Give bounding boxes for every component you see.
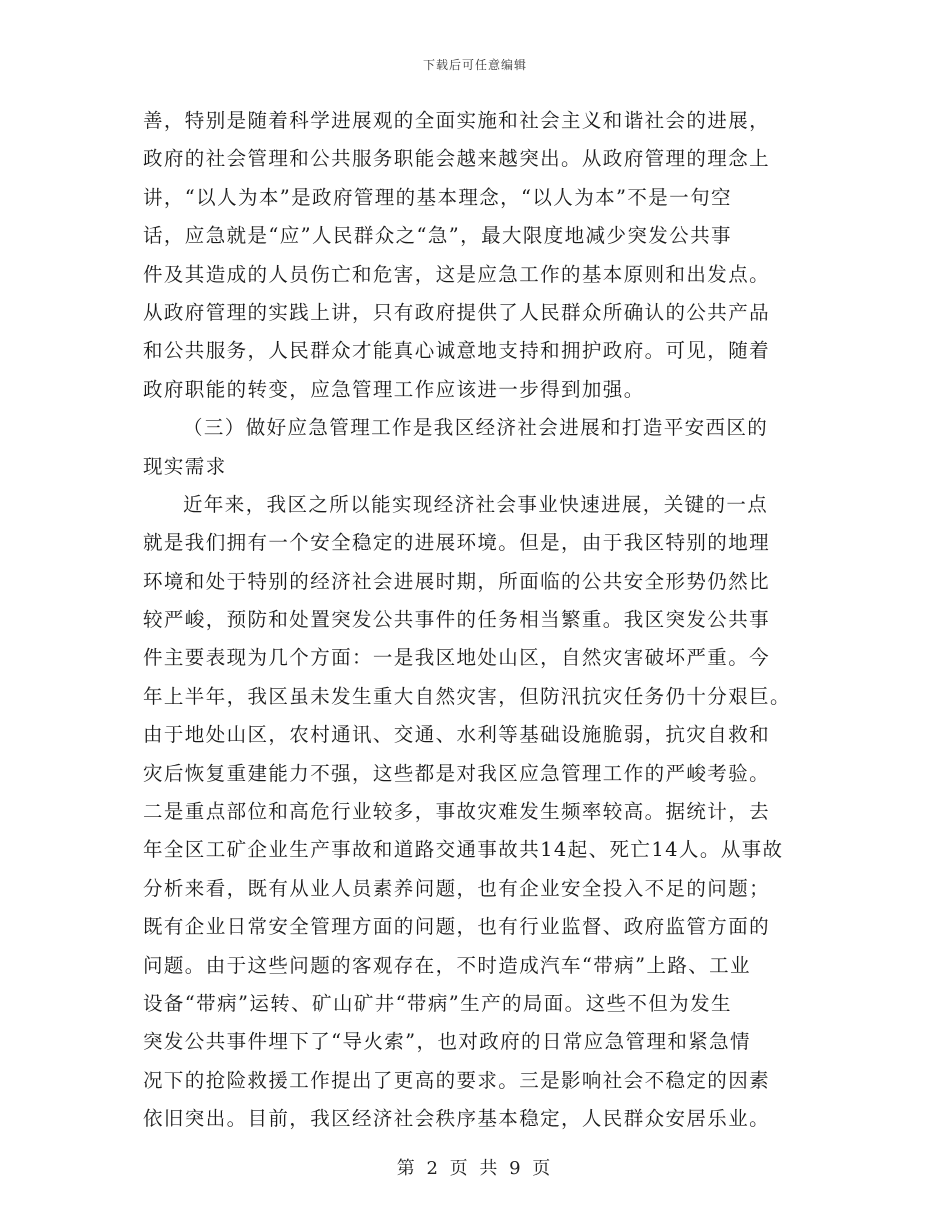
- body-line: 就是我们拥有一个安全稳定的进展环境。但是，由于我区特别的地理: [143, 531, 771, 555]
- body-line: 善，特别是随着科学进展观的全面实施和社会主义和谐社会的进展，: [143, 109, 771, 132]
- section-heading-continuation: 现实需求: [143, 454, 227, 478]
- paragraph-start-line: 近年来，我区之所以能实现经济社会事业快速进展，关键的一点: [183, 492, 769, 516]
- body-line: 问题。由于这些问题的客观存在，不时造成汽车“带病”上路、工业: [143, 953, 751, 977]
- body-line: 二是重点部位和高危行业较多，事故灾难发生频率较高。据统计，去: [143, 800, 771, 824]
- body-line: 政府职能的转变，应急管理工作应该进一步得到加强。: [143, 377, 645, 401]
- body-line: 况下的抢险救援工作提出了更高的要求。三是影响社会不稳定的因素: [143, 1068, 771, 1092]
- body-line: 既有企业日常安全管理方面的问题，也有行业监督、政府监管方面的: [143, 915, 771, 939]
- body-line: 突发公共事件埋下了“导火索”，也对政府的日常应急管理和紧急情: [143, 1030, 751, 1054]
- body-line: 从政府管理的实践上讲，只有政府提供了人民群众所确认的公共产品: [143, 300, 771, 324]
- body-line: 年全区工矿企业生产事故和道路交通事故共14起、死亡14人。从事故: [143, 838, 784, 862]
- body-line: 设备“带病”运转、矿山矿井“带病”生产的局面。这些不但为发生: [143, 991, 732, 1015]
- body-line: 分析来看，既有从业人员素养问题，也有企业安全投入不足的问题；: [143, 876, 771, 900]
- body-line: 环境和处于特别的经济社会进展时期，所面临的公共安全形势仍然比: [143, 569, 771, 593]
- body-line: 和公共服务，人民群众才能真心诚意地支持和拥护政府。可见，随着: [143, 339, 771, 363]
- body-line: 依旧突出。目前，我区经济社会秩序基本稳定，人民群众安居乐业。: [143, 1107, 771, 1131]
- body-line: 灾后恢复重建能力不强，这些都是对我区应急管理工作的严峻考验。: [143, 761, 771, 785]
- body-line: 话，应急就是“应”人民群众之“急”，最大限度地减少突发公共事: [143, 224, 732, 248]
- body-line: 讲，“以人为本”是政府管理的基本理念，“以人为本”不是一句空: [143, 185, 732, 209]
- body-line: 件主要表现为几个方面：一是我区地处山区，自然灾害破坏严重。今: [143, 646, 771, 670]
- section-heading: （三）做好应急管理工作是我区经济社会进展和打造平安西区的: [183, 416, 769, 440]
- page-number: 第 2 页 共 9 页: [396, 1158, 554, 1179]
- page-header: 下载后可任意编辑: [422, 58, 527, 72]
- body-line: 政府的社会管理和公共服务职能会越来越突出。从政府管理的理念上: [143, 147, 771, 171]
- body-line: 件及其造成的人员伤亡和危害，这是应急工作的基本原则和出发点。: [143, 262, 771, 286]
- body-line: 年上半年，我区虽未发生重大自然灾害，但防汛抗灾任务仍十分艰巨。: [143, 684, 791, 708]
- body-line: 较严峻，预防和处置突发公共事件的任务相当繁重。我区突发公共事: [143, 608, 771, 632]
- document-body: [143, 102, 811, 1139]
- body-line: 由于地处山区，农村通讯、交通、水利等基础设施脆弱，抗灾自救和: [143, 723, 771, 747]
